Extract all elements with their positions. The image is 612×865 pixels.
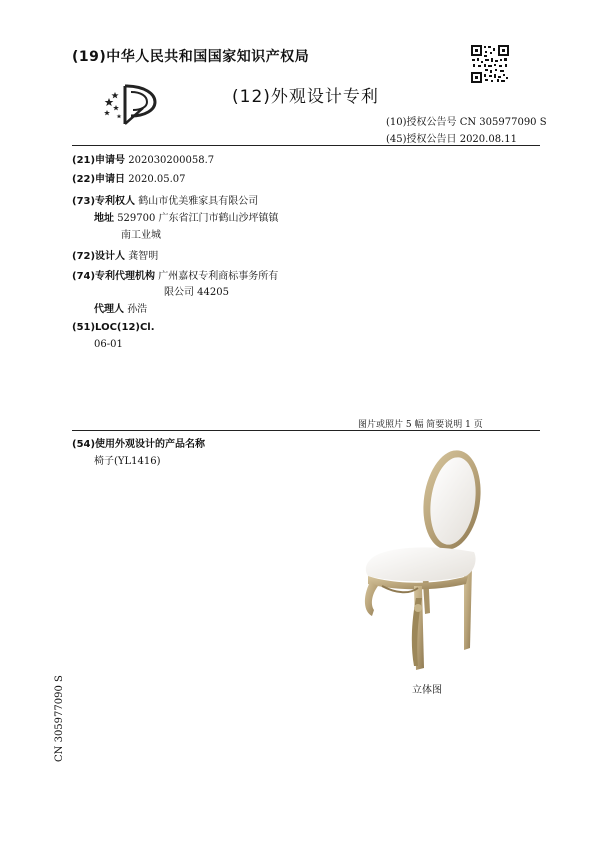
chair-image — [352, 448, 492, 673]
agent-label: 代理人 — [94, 304, 124, 315]
grant-number: (10)授权公告号 CN 305977090 S — [386, 117, 547, 128]
section-divider — [72, 430, 540, 431]
agent — [94, 300, 147, 315]
application-date — [72, 170, 186, 185]
loc-value: 06-01 — [94, 339, 123, 350]
product-label-text: (54)使用外观设计的产品名称 — [72, 439, 206, 450]
cnipa-logo-icon — [101, 78, 161, 126]
application-date-label: (22)申请日 — [72, 174, 126, 185]
patentee-label: (73)专利权人 — [72, 196, 136, 207]
agent-value: 孙浩 — [127, 304, 148, 315]
patent-agency-line-2: 限公司 44205 — [164, 287, 229, 298]
pages-info: 图片或照片 5 幅 简要说明 1 页 — [358, 420, 483, 430]
application-date-value: 2020.05.07 — [128, 174, 186, 185]
designer-value: 龚智明 — [128, 251, 159, 262]
patentee-value: 鹤山市优美雅家具有限公司 — [138, 196, 259, 207]
side-publication-number: CN 305977090 S — [54, 675, 65, 762]
patent-agency — [72, 267, 278, 282]
patentee — [72, 192, 258, 207]
product-name: 椅子(YL1416) — [94, 456, 161, 467]
qr-code-icon — [470, 44, 510, 84]
application-number-value: 202030200058.7 — [128, 155, 215, 166]
office-name: (19)中华人民共和国国家知识产权局 — [72, 49, 310, 65]
header-divider — [72, 145, 540, 146]
loc-label: (51)LOC(12)Cl. — [72, 322, 155, 333]
address-label: 地址 — [94, 213, 114, 224]
designer — [72, 247, 158, 262]
figure-caption: 立体图 — [412, 685, 442, 696]
address-line-1: 529700 广东省江门市鹤山沙坪镇镇 — [117, 213, 279, 224]
grant-date: (45)授权公告日 2020.08.11 — [386, 134, 517, 145]
patent-agency-label: (74)专利代理机构 — [72, 271, 156, 282]
product-label — [72, 435, 205, 450]
loc-classification — [72, 322, 155, 333]
application-number-label: (21)申请号 — [72, 155, 126, 166]
application-number — [72, 151, 214, 166]
designer-label: (72)设计人 — [72, 251, 126, 262]
address-line-2: 南工业城 — [121, 230, 161, 241]
patent-agency-value: 广州嘉权专利商标事务所有 — [158, 271, 279, 282]
address — [94, 209, 279, 224]
patent-type-title: (12)外观设计专利 — [232, 87, 379, 107]
